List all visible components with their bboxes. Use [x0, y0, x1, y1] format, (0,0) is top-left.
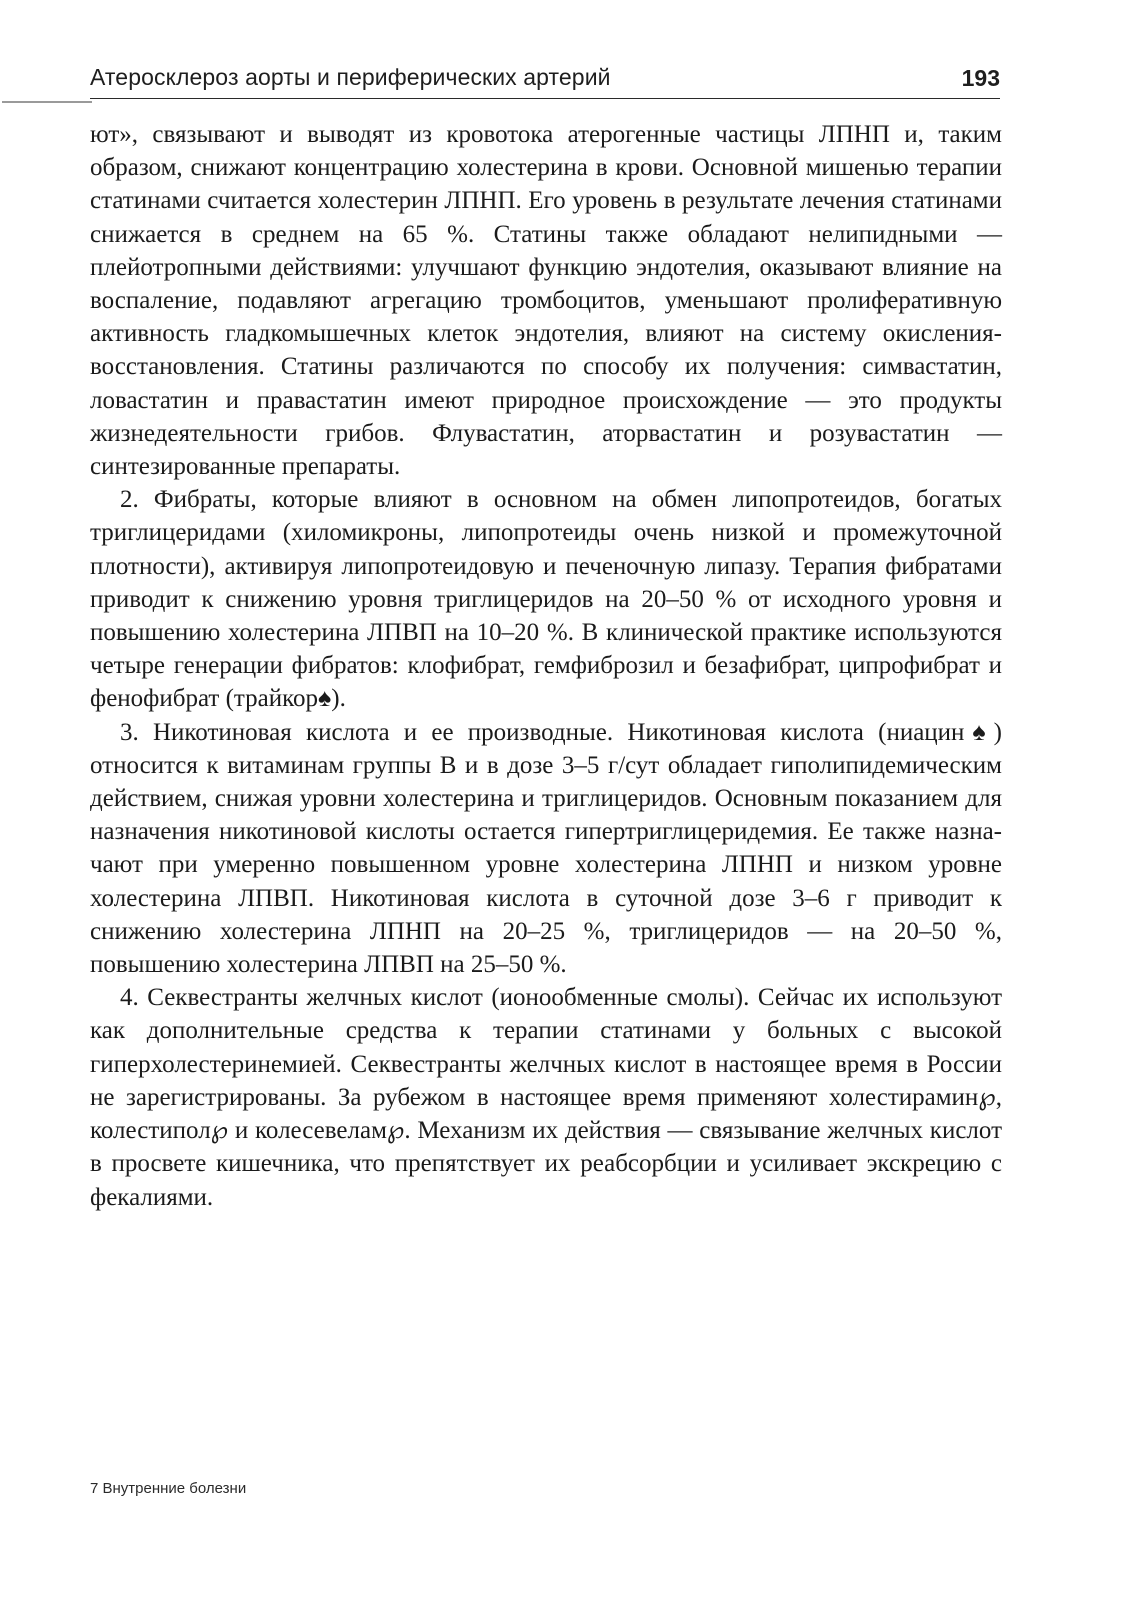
running-header: [90, 60, 1000, 99]
paragraph-fibrates: 2. Фибраты, которые влияют в основном на обмен липопротеидов, богатых триглицеридами (хиломикроны, липопротеиды очень низкой и промежуточной плотности), активируя липопротеидовую и печеночную липазу. Терапия фибратами приводит к снижению уровня триглицеридов на 20–50 % от исходного уровня и повышению холестерина ЛПВП на 10–20 %. В клинической практике используются четыре генерации фибратов: клофибрат, гемфиброзил и безафибрат, ципрофибрат и фенофибрат (трайкор♠).: [90, 486, 1002, 713]
paragraph-bile-acid-sequestrants: 4. Секвестранты желчных кислот (ионообменные смолы). Сейчас их используют как дополнительные средства к терапии статинами у больных с высокой гиперхолестеринемией. Секвестранты желчных кислот в настоящее время в России не зарегистрированы. За рубежом в настоящее время применяют холестирамин℘, колестипол℘ и колесевелам℘. Механизм их действия — связывание желчных кислот в просвете кишечника, что препятствует их реабсорбции и усиливает экскрецию с фекалиями.: [90, 984, 1002, 1211]
signature-footer: 7 Внутренние болезни: [90, 1480, 247, 1497]
body-text: [90, 118, 1002, 1214]
paragraph-statins-continued: ют», связывают и выводят из кровотока атерогенные частицы ЛПНП и, таким образом, снижают концентрацию холестерина в крови. Основной мишенью терапии статинами считается холестерин ЛПНП. Его уровень в результате лечения статинами снижается в среднем на 65 %. Статины также обладают нелипидными — плейотропными действиями: улучшают функцию эндотелия, оказывают влияние на воспаление, подавляют агрегацию тромбоцитов, уменьшают пролиферативную активность гладкомышечных клеток эндотелия, влияют на систему окисления-восстановления. Статины различаются по способу их получения: симвастатин, ловастатин и правастатин имеют природное происхождение — это продукты жизнедеятельности грибов. Флувастатин, аторвастатин и розувастатин — синтезированные препараты.: [90, 121, 1002, 481]
running-title: Атеросклероз аорты и периферических артерий: [90, 64, 611, 90]
header-rule-mark: [2, 101, 92, 103]
page-number: 193: [961, 65, 1000, 91]
paragraph-nicotinic-acid: 3. Никотиновая кислота и ее производные. Никотиновая кислота (ниацин♠) относится к витаминам группы B и в дозе 3–5 г/сут обладает гиполипидемическим действием, снижая уровни холестерина и триглицеридов. Основным показанием для назначения никотиновой кислоты остается гипертриглицеридемия. Ее также назначают при умеренно повышенном уровне холестерина ЛПНП и низком уровне холестерина ЛПВП. Никотиновая кислота в суточной дозе 3–6 г приводит к снижению холестерина ЛПНП на 20–25 %, триглицеридов — на 20–50 %, повышению холестерина ЛПВП на 25–50 %.: [90, 718, 1002, 979]
